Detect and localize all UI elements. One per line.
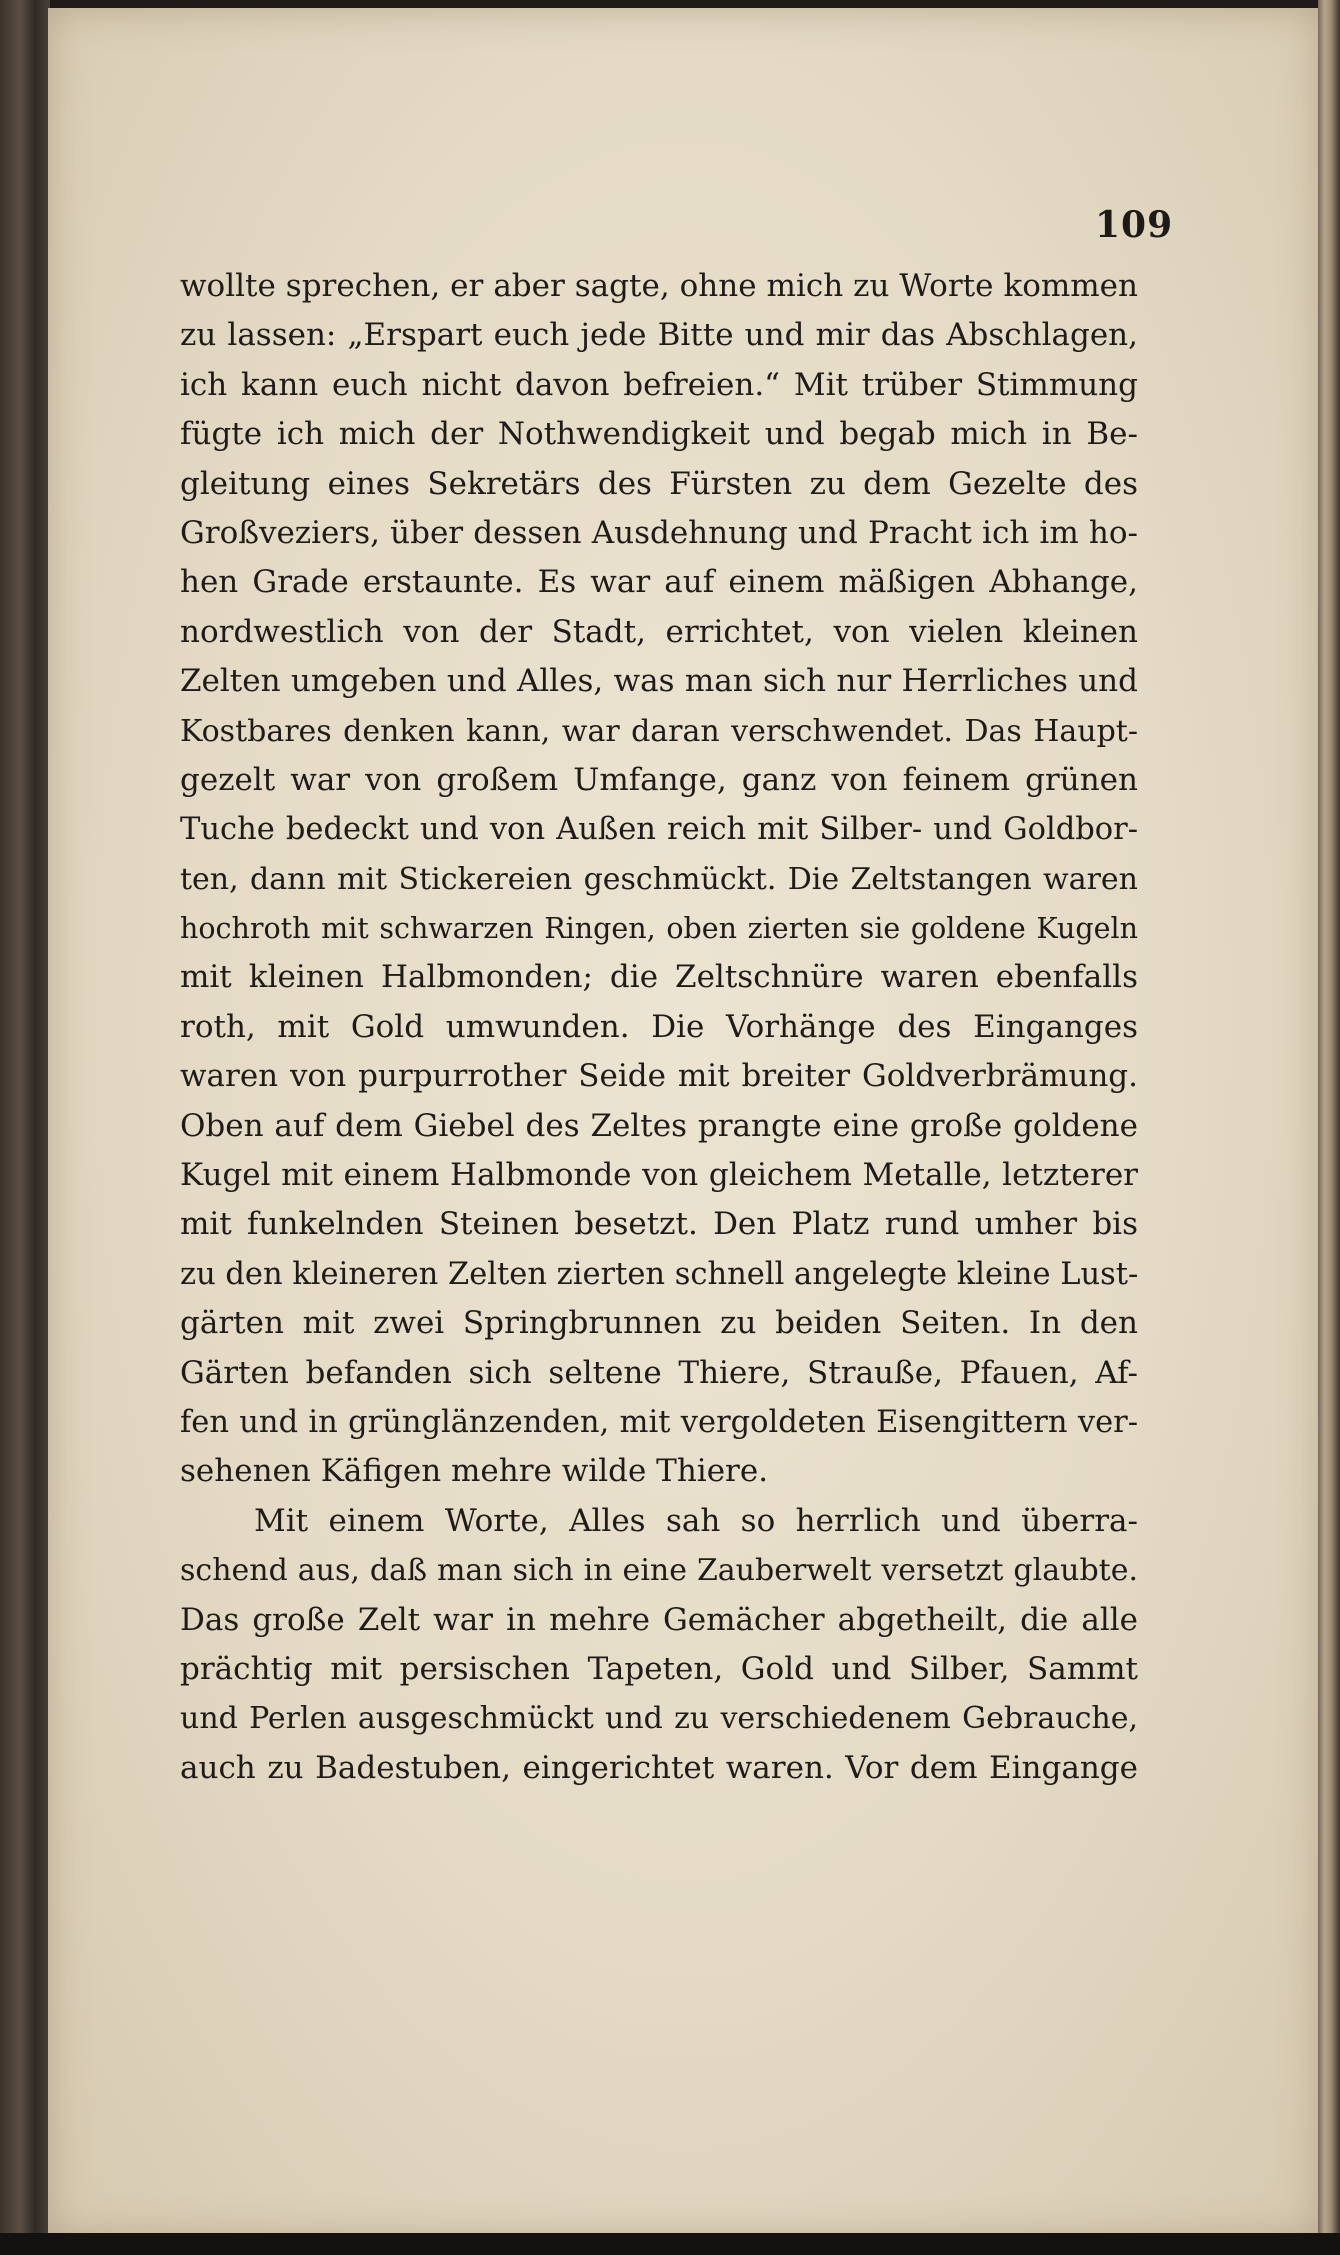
- text-line: fügte ich mich der Nothwendigkeit und begab mich in Be-: [180, 416, 1138, 453]
- text-line: auch zu Badestuben, eingerichtet waren. Vor dem Eingange: [180, 1749, 1138, 1786]
- text-line: zu lassen: „Erspart euch jede Bitte und mir das Abschlagen,: [180, 317, 1138, 354]
- text-line: Gärten befanden sich seltene Thiere, Strauße, Pfauen, Af-: [180, 1354, 1138, 1391]
- text-line: gezelt war von großem Umfange, ganz von feinem grünen: [180, 761, 1138, 798]
- paragraph: [180, 262, 1138, 1497]
- text-line: und Perlen ausgeschmückt und zu verschiedenem Gebrauche,: [180, 1701, 1138, 1737]
- page-number: 109: [1095, 204, 1174, 246]
- text-line: hen Grade erstaunte. Es war auf einem mäßigen Abhange,: [180, 564, 1138, 601]
- text-line: Kugel mit einem Halbmonde von gleichem Metalle, letzterer: [180, 1157, 1138, 1194]
- text-line: Das große Zelt war in mehre Gemächer abgetheilt, die alle: [180, 1601, 1138, 1638]
- text-line: gärten mit zwei Springbrunnen zu beiden Seiten. In den: [180, 1305, 1138, 1342]
- text-line: schend aus, daß man sich in eine Zauberwelt versetzt glaubte.: [180, 1553, 1138, 1589]
- text-line: gleitung eines Sekretärs des Fürsten zu dem Gezelte des: [180, 465, 1138, 502]
- text-line: roth, mit Gold umwunden. Die Vorhänge des Einganges: [180, 1008, 1138, 1045]
- text-line: hochroth mit schwarzen Ringen, oben zierten sie goldene Kugeln: [180, 912, 1138, 946]
- text-line: wollte sprechen, er aber sagte, ohne mich zu Worte kommen: [180, 268, 1138, 304]
- text-line: sehenen Käfigen mehre wilde Thiere.: [180, 1453, 769, 1490]
- text-line: Mit einem Worte, Alles sah so herrlich und überra-: [254, 1502, 1138, 1539]
- page-stack-edge: [1318, 0, 1340, 2255]
- scan-bottom-edge: [0, 2233, 1340, 2255]
- text-line: ich kann euch nicht davon befreien.“ Mit trüber Stimmung: [180, 366, 1138, 403]
- text-line: Großveziers, über dessen Ausdehnung und Pracht ich im ho-: [180, 514, 1138, 551]
- text-line: Tuche bedeckt und von Außen reich mit Silber- und Goldbor-: [180, 812, 1138, 848]
- text-line: ten, dann mit Stickereien geschmückt. Die Zeltstangen waren: [180, 861, 1138, 897]
- text-line: mit kleinen Halbmonden; die Zeltschnüre waren ebenfalls: [180, 959, 1138, 996]
- text-line: mit funkelnden Steinen besetzt. Den Platz rund umher bis: [180, 1206, 1138, 1243]
- text-line: prächtig mit persischen Tapeten, Gold und Silber, Sammt: [180, 1650, 1138, 1687]
- text-line: zu den kleineren Zelten zierten schnell angelegte kleine Lust-: [180, 1256, 1139, 1292]
- body-text: [180, 262, 1138, 1793]
- text-line: Zelten umgeben und Alles, was man sich nur Herrliches und: [180, 663, 1138, 700]
- text-line: nordwestlich von der Stadt, errichtet, von vielen kleinen: [180, 613, 1138, 650]
- paragraph: [180, 1497, 1138, 1793]
- text-line: waren von purpurrother Seide mit breiter Goldverbrämung.: [180, 1058, 1138, 1095]
- text-line: Kostbares denken kann, war daran verschwendet. Das Haupt-: [180, 713, 1138, 749]
- text-line: Oben auf dem Giebel des Zeltes prangte eine große goldene: [180, 1107, 1138, 1144]
- book-binding-edge: [0, 0, 50, 2255]
- text-line: fen und in grünglänzenden, mit vergoldeten Eisengittern ver-: [180, 1404, 1138, 1440]
